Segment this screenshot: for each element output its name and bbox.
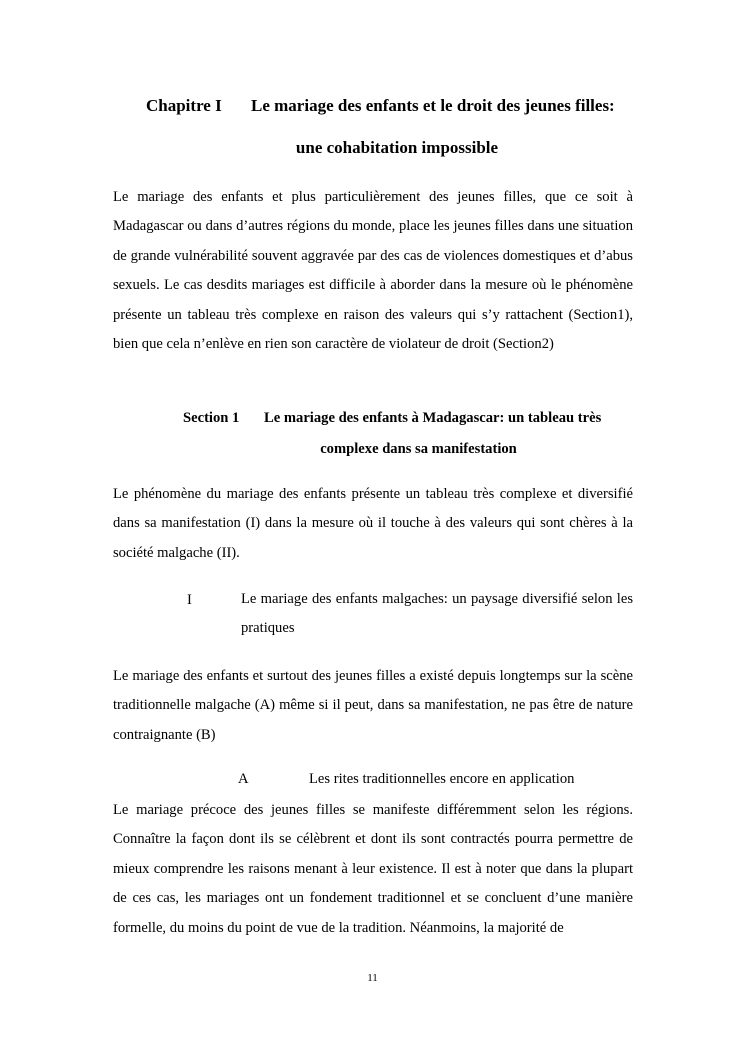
section1-label: Section 1 [183,410,240,426]
chapter-title-line2: une cohabitation impossible [295,138,499,157]
section1-title-line2: complexe dans sa manifestation [320,441,517,457]
sub-A-title: Les rites traditionnelles encore en application [309,771,575,787]
sub-A-paragraph: Le mariage précoce des jeunes filles se manifeste différemment selon les régions. Connaître la façon dont ils se célèbrent et dont ils sont contractés pourra permettre de mieux comprendre les raisons menant à leur existence. Il est à noter que dans la plupart de ces cas, les mariages ont un fondement traditionnel et se concluent d’une manière formelle, du moins du point de vue de la tradition. Néanmoins, la majorité de [113,802,633,936]
chapter-label: Chapitre I [146,96,222,115]
section1-title-line1: Le mariage des enfants à Madagascar: un tableau très [264,410,602,426]
page-number: 11 [367,972,378,984]
chapter-title-line1: Le mariage des enfants et le droit des jeunes filles: [251,96,615,115]
part-I-number: I [187,592,192,608]
part-I-title: Le mariage des enfants malgaches: un paysage diversifié selon les pratiques [241,591,633,637]
part-I-paragraph: Le mariage des enfants et surtout des jeunes filles a existé depuis longtemps sur la scène traditionnelle malgache (A) même si il peut, dans sa manifestation, ne pas être de nature contraignante (B) [113,668,633,743]
sub-A-letter: A [238,771,249,787]
intro-paragraph: Le mariage des enfants et plus particulièrement des jeunes filles, que ce soit à Madagascar ou dans d’autres régions du monde, place les jeunes filles dans une situation de grande vulnérabilité souvent aggravée par des cas de violences domestiques et d’abus sexuels. Le cas desdits mariages est difficile à aborder dans la mesure où le phénomène présente un tableau très complexe en raison des valeurs qui s’y rattachent (Section1), bien que cela n’enlève en rien son caractère de violateur de droit (Section2) [113,189,633,353]
section1-paragraph: Le phénomène du mariage des enfants présente un tableau très complexe et diversifié dans sa manifestation (I) dans la mesure où il touche à des valeurs qui sont chères à la société malgache (II). [113,486,633,561]
